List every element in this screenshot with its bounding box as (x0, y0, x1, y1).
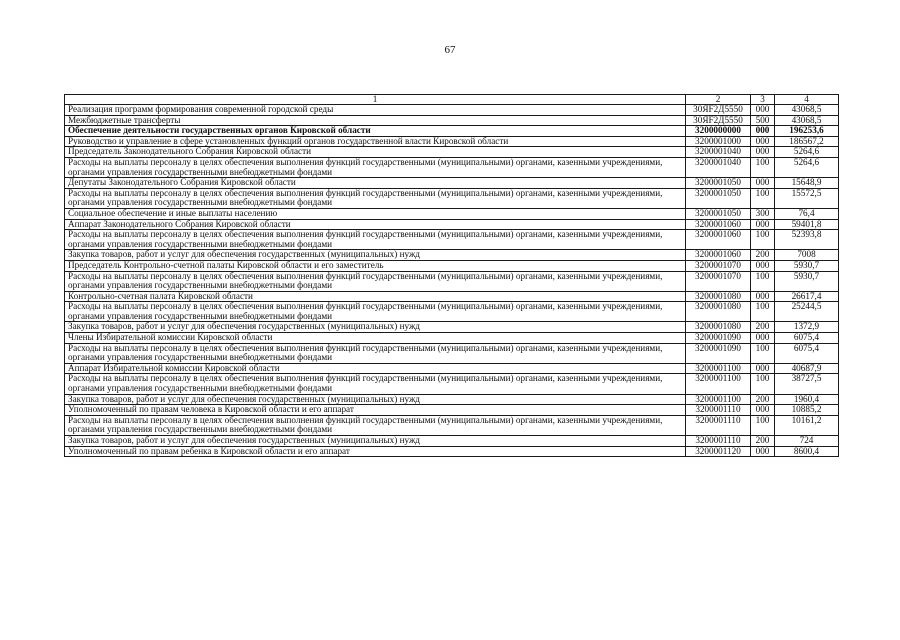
cell-name: Расходы на выплаты персоналу в целях обеспечения выполнения функций государственными (муниципальными) органами, казенными учреждениями, органами управления государственными внебюджетными фондами (65, 230, 686, 250)
cell-amount: 10161,2 (775, 415, 839, 435)
header-col-amount: 4 (775, 95, 839, 105)
cell-target-code: 3200001080 (686, 302, 751, 322)
cell-amount: 10885,2 (775, 405, 839, 416)
cell-name: Расходы на выплаты персоналу в целях обеспечения выполнения функций государственными (муниципальными) органами, казенными учреждениями, органами управления государственными внебюджетными фондами (65, 302, 686, 322)
cell-expense-type: 100 (751, 271, 775, 291)
cell-expense-type: 000 (751, 147, 775, 158)
cell-name: Руководство и управление в сфере установленных функций органов государственной власти Кировской области (65, 136, 686, 147)
cell-name: Закупка товаров, работ и услуг для обеспечения государственных (муниципальных) нужд (65, 250, 686, 261)
cell-expense-type: 000 (751, 178, 775, 189)
cell-expense-type: 000 (751, 136, 775, 147)
table-row (65, 436, 839, 447)
cell-name: Закупка товаров, работ и услуг для обеспечения государственных (муниципальных) нужд (65, 322, 686, 333)
cell-expense-type: 300 (751, 208, 775, 219)
cell-expense-type: 100 (751, 343, 775, 363)
cell-amount: 25244,5 (775, 302, 839, 322)
table-row (65, 250, 839, 261)
cell-target-code: 30ЯF2Д5550 (686, 105, 751, 116)
table-row (65, 147, 839, 158)
cell-expense-type: 100 (751, 374, 775, 394)
table-row (65, 343, 839, 363)
cell-amount: 26617,4 (775, 291, 839, 302)
cell-amount: 5930,7 (775, 260, 839, 271)
table-row (65, 302, 839, 322)
cell-amount: 5264,6 (775, 147, 839, 158)
cell-amount: 1372,9 (775, 322, 839, 333)
page-number: 67 (444, 44, 456, 56)
cell-name: Члены Избирательной комиссии Кировской области (65, 333, 686, 344)
cell-expense-type: 000 (751, 126, 775, 137)
table-row (65, 333, 839, 344)
table-row (65, 291, 839, 302)
table-header-row (65, 95, 839, 105)
cell-amount: 52393,8 (775, 230, 839, 250)
cell-expense-type: 000 (751, 219, 775, 230)
cell-amount: 15572,5 (775, 188, 839, 208)
cell-target-code: 3200001070 (686, 260, 751, 271)
cell-amount: 8600,4 (775, 446, 839, 457)
cell-name: Закупка товаров, работ и услуг для обеспечения государственных (муниципальных) нужд (65, 436, 686, 447)
cell-target-code: 3200001000 (686, 136, 751, 147)
cell-amount: 40687,9 (775, 363, 839, 374)
cell-amount: 724 (775, 436, 839, 447)
cell-name: Председатель Контрольно-счетной палаты Кировской области и его заместитель (65, 260, 686, 271)
cell-target-code: 30ЯF2Д5550 (686, 115, 751, 126)
cell-target-code: 3200001050 (686, 188, 751, 208)
cell-amount: 38727,5 (775, 374, 839, 394)
cell-target-code: 3200001100 (686, 363, 751, 374)
table-row (65, 208, 839, 219)
cell-name: Аппарат Законодательного Собрания Кировской области (65, 219, 686, 230)
cell-amount: 5930,7 (775, 271, 839, 291)
cell-target-code: 3200001060 (686, 219, 751, 230)
cell-target-code: 3200001100 (686, 374, 751, 394)
cell-amount: 6075,4 (775, 333, 839, 344)
cell-name: Расходы на выплаты персоналу в целях обеспечения выполнения функций государственными (муниципальными) органами, казенными учреждениями, органами управления государственными внебюджетными фондами (65, 188, 686, 208)
cell-expense-type: 100 (751, 188, 775, 208)
cell-target-code: 3200001090 (686, 343, 751, 363)
cell-target-code: 3200001060 (686, 230, 751, 250)
cell-target-code: 3200001050 (686, 208, 751, 219)
table-row (65, 322, 839, 333)
cell-target-code: 3200001110 (686, 436, 751, 447)
cell-expense-type: 200 (751, 436, 775, 447)
cell-expense-type: 200 (751, 394, 775, 405)
cell-target-code: 3200001040 (686, 147, 751, 158)
cell-expense-type: 100 (751, 302, 775, 322)
cell-expense-type: 000 (751, 291, 775, 302)
table-row (65, 105, 839, 116)
cell-amount: 76,4 (775, 208, 839, 219)
cell-name: Обеспечение деятельности государственных органов Кировской области (65, 126, 686, 137)
cell-name: Уполномоченный по правам человека в Кировской области и его аппарат (65, 405, 686, 416)
cell-amount: 43068,5 (775, 115, 839, 126)
table-row (65, 394, 839, 405)
table-row (65, 405, 839, 416)
table-row (65, 260, 839, 271)
cell-expense-type: 100 (751, 157, 775, 177)
cell-target-code: 3200001070 (686, 271, 751, 291)
cell-name: Расходы на выплаты персоналу в целях обеспечения выполнения функций государственными (муниципальными) органами, казенными учреждениями, органами управления государственными внебюджетными фондами (65, 271, 686, 291)
cell-target-code: 3200001080 (686, 322, 751, 333)
table-row (65, 219, 839, 230)
cell-target-code: 3200001050 (686, 178, 751, 189)
cell-expense-type: 000 (751, 446, 775, 457)
cell-name: Расходы на выплаты персоналу в целях обеспечения выполнения функций государственными (муниципальными) органами, казенными учреждениями, органами управления государственными внебюджетными фондами (65, 374, 686, 394)
cell-expense-type: 000 (751, 260, 775, 271)
table-row (65, 115, 839, 126)
cell-name: Социальное обеспечение и иные выплаты населению (65, 208, 686, 219)
cell-expense-type: 000 (751, 333, 775, 344)
cell-amount: 7008 (775, 250, 839, 261)
table-row (65, 136, 839, 147)
table-body (65, 95, 839, 457)
table-row (65, 178, 839, 189)
cell-amount: 1960,4 (775, 394, 839, 405)
cell-expense-type: 200 (751, 250, 775, 261)
cell-amount: 5264,6 (775, 157, 839, 177)
header-col-name: 1 (65, 95, 686, 105)
cell-expense-type: 000 (751, 405, 775, 416)
cell-name: Расходы на выплаты персоналу в целях обеспечения выполнения функций государственными (муниципальными) органами, казенными учреждениями, органами управления государственными внебюджетными фондами (65, 415, 686, 435)
table-row (65, 188, 839, 208)
table-row (65, 415, 839, 435)
budget-table (64, 94, 839, 457)
cell-expense-type: 000 (751, 363, 775, 374)
cell-target-code: 3200001110 (686, 405, 751, 416)
cell-name: Председатель Законодательного Собрания Кировской области (65, 147, 686, 158)
cell-amount: 15648,9 (775, 178, 839, 189)
cell-amount: 196253,6 (775, 126, 839, 137)
table-row (65, 157, 839, 177)
table-row (65, 363, 839, 374)
cell-expense-type: 200 (751, 322, 775, 333)
cell-name: Контрольно-счетная палата Кировской области (65, 291, 686, 302)
cell-target-code: 3200000000 (686, 126, 751, 137)
cell-amount: 6075,4 (775, 343, 839, 363)
cell-name: Реализация программ формирования современной городской среды (65, 105, 686, 116)
cell-name: Межбюджетные трансферты (65, 115, 686, 126)
cell-target-code: 3200001080 (686, 291, 751, 302)
cell-target-code: 3200001040 (686, 157, 751, 177)
cell-target-code: 3200001100 (686, 394, 751, 405)
header-col-code: 2 (686, 95, 751, 105)
cell-target-code: 3200001090 (686, 333, 751, 344)
cell-name: Аппарат Избирательной комиссии Кировской области (65, 363, 686, 374)
cell-name: Расходы на выплаты персоналу в целях обеспечения выполнения функций государственными (муниципальными) органами, казенными учреждениями, органами управления государственными внебюджетными фондами (65, 343, 686, 363)
cell-amount: 43068,5 (775, 105, 839, 116)
cell-amount: 186567,2 (775, 136, 839, 147)
cell-expense-type: 000 (751, 105, 775, 116)
cell-name: Расходы на выплаты персоналу в целях обеспечения выполнения функций государственными (муниципальными) органами, казенными учреждениями, органами управления государственными внебюджетными фондами (65, 157, 686, 177)
table-row (65, 271, 839, 291)
cell-name: Закупка товаров, работ и услуг для обеспечения государственных (муниципальных) нужд (65, 394, 686, 405)
cell-target-code: 3200001110 (686, 415, 751, 435)
table-row (65, 446, 839, 457)
table-row (65, 374, 839, 394)
cell-target-code: 3200001120 (686, 446, 751, 457)
table-row (65, 230, 839, 250)
cell-expense-type: 100 (751, 230, 775, 250)
cell-expense-type: 100 (751, 415, 775, 435)
cell-expense-type: 500 (751, 115, 775, 126)
cell-target-code: 3200001060 (686, 250, 751, 261)
cell-name: Уполномоченный по правам ребенка в Кировской области и его аппарат (65, 446, 686, 457)
header-col-type: 3 (751, 95, 775, 105)
cell-name: Депутаты Законодательного Собрания Кировской области (65, 178, 686, 189)
cell-amount: 59401,8 (775, 219, 839, 230)
table-row (65, 126, 839, 137)
